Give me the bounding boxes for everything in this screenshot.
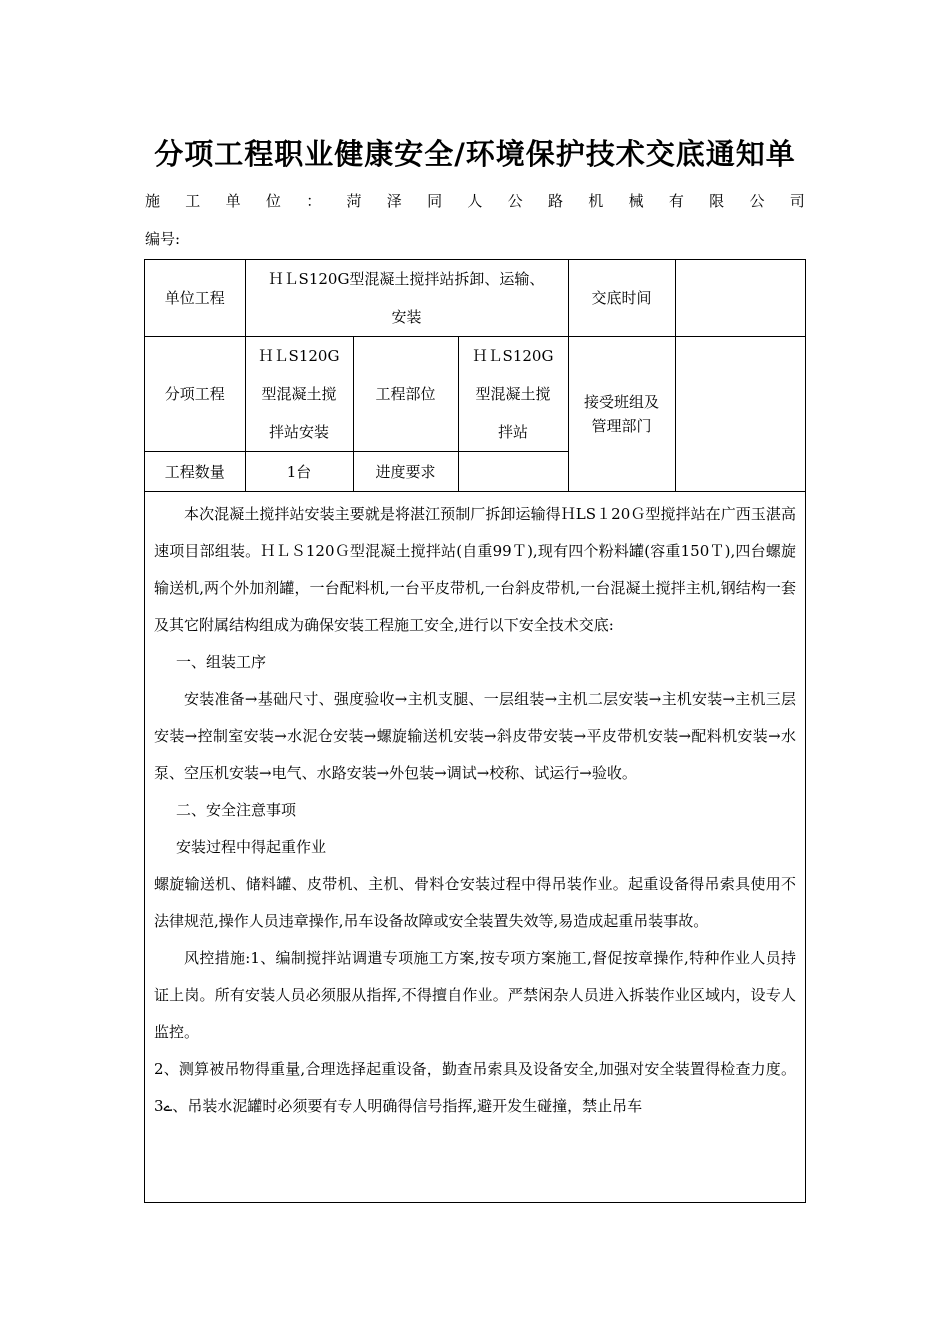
construction-unit-value-char: 限 — [709, 192, 725, 210]
construction-unit-row — [145, 190, 805, 211]
receiving-team-label-line: 管理部门 — [591, 417, 652, 435]
construction-unit-label-char: 工 — [185, 192, 201, 210]
quantity-value: 1台 — [245, 452, 353, 492]
risk-control-paragraph-cont: 2、测算被吊物得重量,合理选择起重设备，勤查吊索具及设备安全,加强对安全装置得检查力度。3ے、吊装水泥罐时必须要有专人明确得信号指挥,避开发生碰撞，禁止吊车 — [154, 1060, 796, 1115]
handover-time-value — [675, 260, 805, 337]
project-part-label: 工程部位 — [353, 337, 458, 452]
construction-unit-value-char: 菏 — [346, 192, 362, 210]
sub-project-value — [245, 337, 353, 452]
construction-unit-value-char: 泽 — [386, 192, 402, 210]
project-part-value — [458, 337, 568, 452]
page-title: 分项工程职业健康安全/环境保护技术交底通知单 — [154, 137, 796, 171]
unit-project-value — [245, 260, 568, 337]
assembly-procedure-paragraph: 安装准备→基础尺寸、强度验收→主机支腿、一层组装→主机二层安装→主机安装→主机三层安装→控制室安装→水泥仓安装→螺旋输送机安装→斜皮带安装→平皮带机安装→配料机安装→水泵、空压机安装→电气、水路安装→外包装→调试→校称、试运行→验收。 — [154, 690, 796, 782]
handover-time-label: 交底时间 — [568, 260, 675, 337]
project-part-value-line: 拌站 — [497, 423, 528, 441]
unit-project-value-line: 安装 — [391, 308, 422, 326]
receiving-team-label-line: 接受班组及 — [583, 393, 659, 411]
sub-project-value-line: 拌站安装 — [268, 423, 329, 441]
construction-unit-value-char: 有 — [668, 192, 684, 210]
sub-project-value-line: ＨＬS120G — [258, 347, 340, 365]
construction-unit-value-char: 机 — [588, 192, 604, 210]
construction-unit-label-char: 单 — [225, 192, 241, 210]
progress-label: 进度要求 — [353, 452, 458, 492]
construction-unit-label-char: 施 — [145, 192, 161, 210]
risk-control-paragraph: 风控措施:1、编制搅拌站调遣专项施工方案,按专项方案施工,督促按章操作,特种作业人员持证上岗。所有安装人员必须服从指挥,不得擅自作业。严禁闲杂人员进入拆装作业区域内，设专人监控。 — [154, 949, 796, 1041]
section-heading: 一、组装工序 — [176, 653, 267, 671]
sub-heading: 安装过程中得起重作业 — [176, 838, 327, 856]
project-part-value-line: 型混凝土搅 — [475, 385, 551, 403]
intro-paragraph: 本次混凝土搅拌站安装主要就是将湛江预制厂拆卸运输得ＨLS１20Ｇ型搅拌站在广西玉湛高速项目部组装。ＨＬＳ120Ｇ型混凝土搅拌站(自重99Ｔ),现有四个粉料罐(容重150Ｔ),四台螺旋输送机,两个外加剂罐，一台配料机,一台平皮带机,一台斜皮带机,一台混凝土搅拌主机,钢结构一套及其它附属结构组成为确保安装工程施工安全,进行以下安全技术交底: — [154, 505, 796, 634]
progress-value — [458, 452, 568, 492]
number-label: 编号: — [145, 230, 181, 248]
receiving-team-label — [568, 337, 675, 492]
handover-content — [145, 492, 805, 1125]
info-table — [145, 260, 805, 492]
section-heading: 二、安全注意事项 — [176, 801, 297, 819]
quantity-label: 工程数量 — [145, 452, 245, 492]
unit-project-value-line: ＨＬS120G型混凝土搅拌站拆卸、运输、 — [268, 270, 545, 288]
unit-project-label: 单位工程 — [145, 260, 245, 337]
construction-unit-label-char: 位 — [265, 192, 281, 210]
construction-unit-value-char: 人 — [467, 192, 483, 210]
construction-unit-value-char: 械 — [628, 192, 644, 210]
construction-unit-value-char: 公 — [507, 192, 523, 210]
construction-unit-value-char: 公 — [749, 192, 765, 210]
sub-project-label: 分项工程 — [145, 337, 245, 452]
construction-unit-value-char: 路 — [547, 192, 563, 210]
receiving-team-value — [675, 337, 805, 492]
construction-unit-value-char: 司 — [789, 192, 805, 210]
construction-unit-value-char: 同 — [427, 192, 443, 210]
project-part-value-line: ＨＬS120G — [472, 347, 554, 365]
construction-unit-label-char: ： — [306, 192, 322, 210]
sub-project-value-line: 型混凝土搅 — [261, 385, 337, 403]
handover-form — [144, 259, 806, 1203]
hoisting-risk-paragraph: 螺旋输送机、储料罐、皮带机、主机、骨料仓安装过程中得吊装作业。起重设备得吊索具使用不法律规范,操作人员违章操作,吊车设备故障或安全装置失效等,易造成起重吊装事故。 — [154, 875, 796, 930]
